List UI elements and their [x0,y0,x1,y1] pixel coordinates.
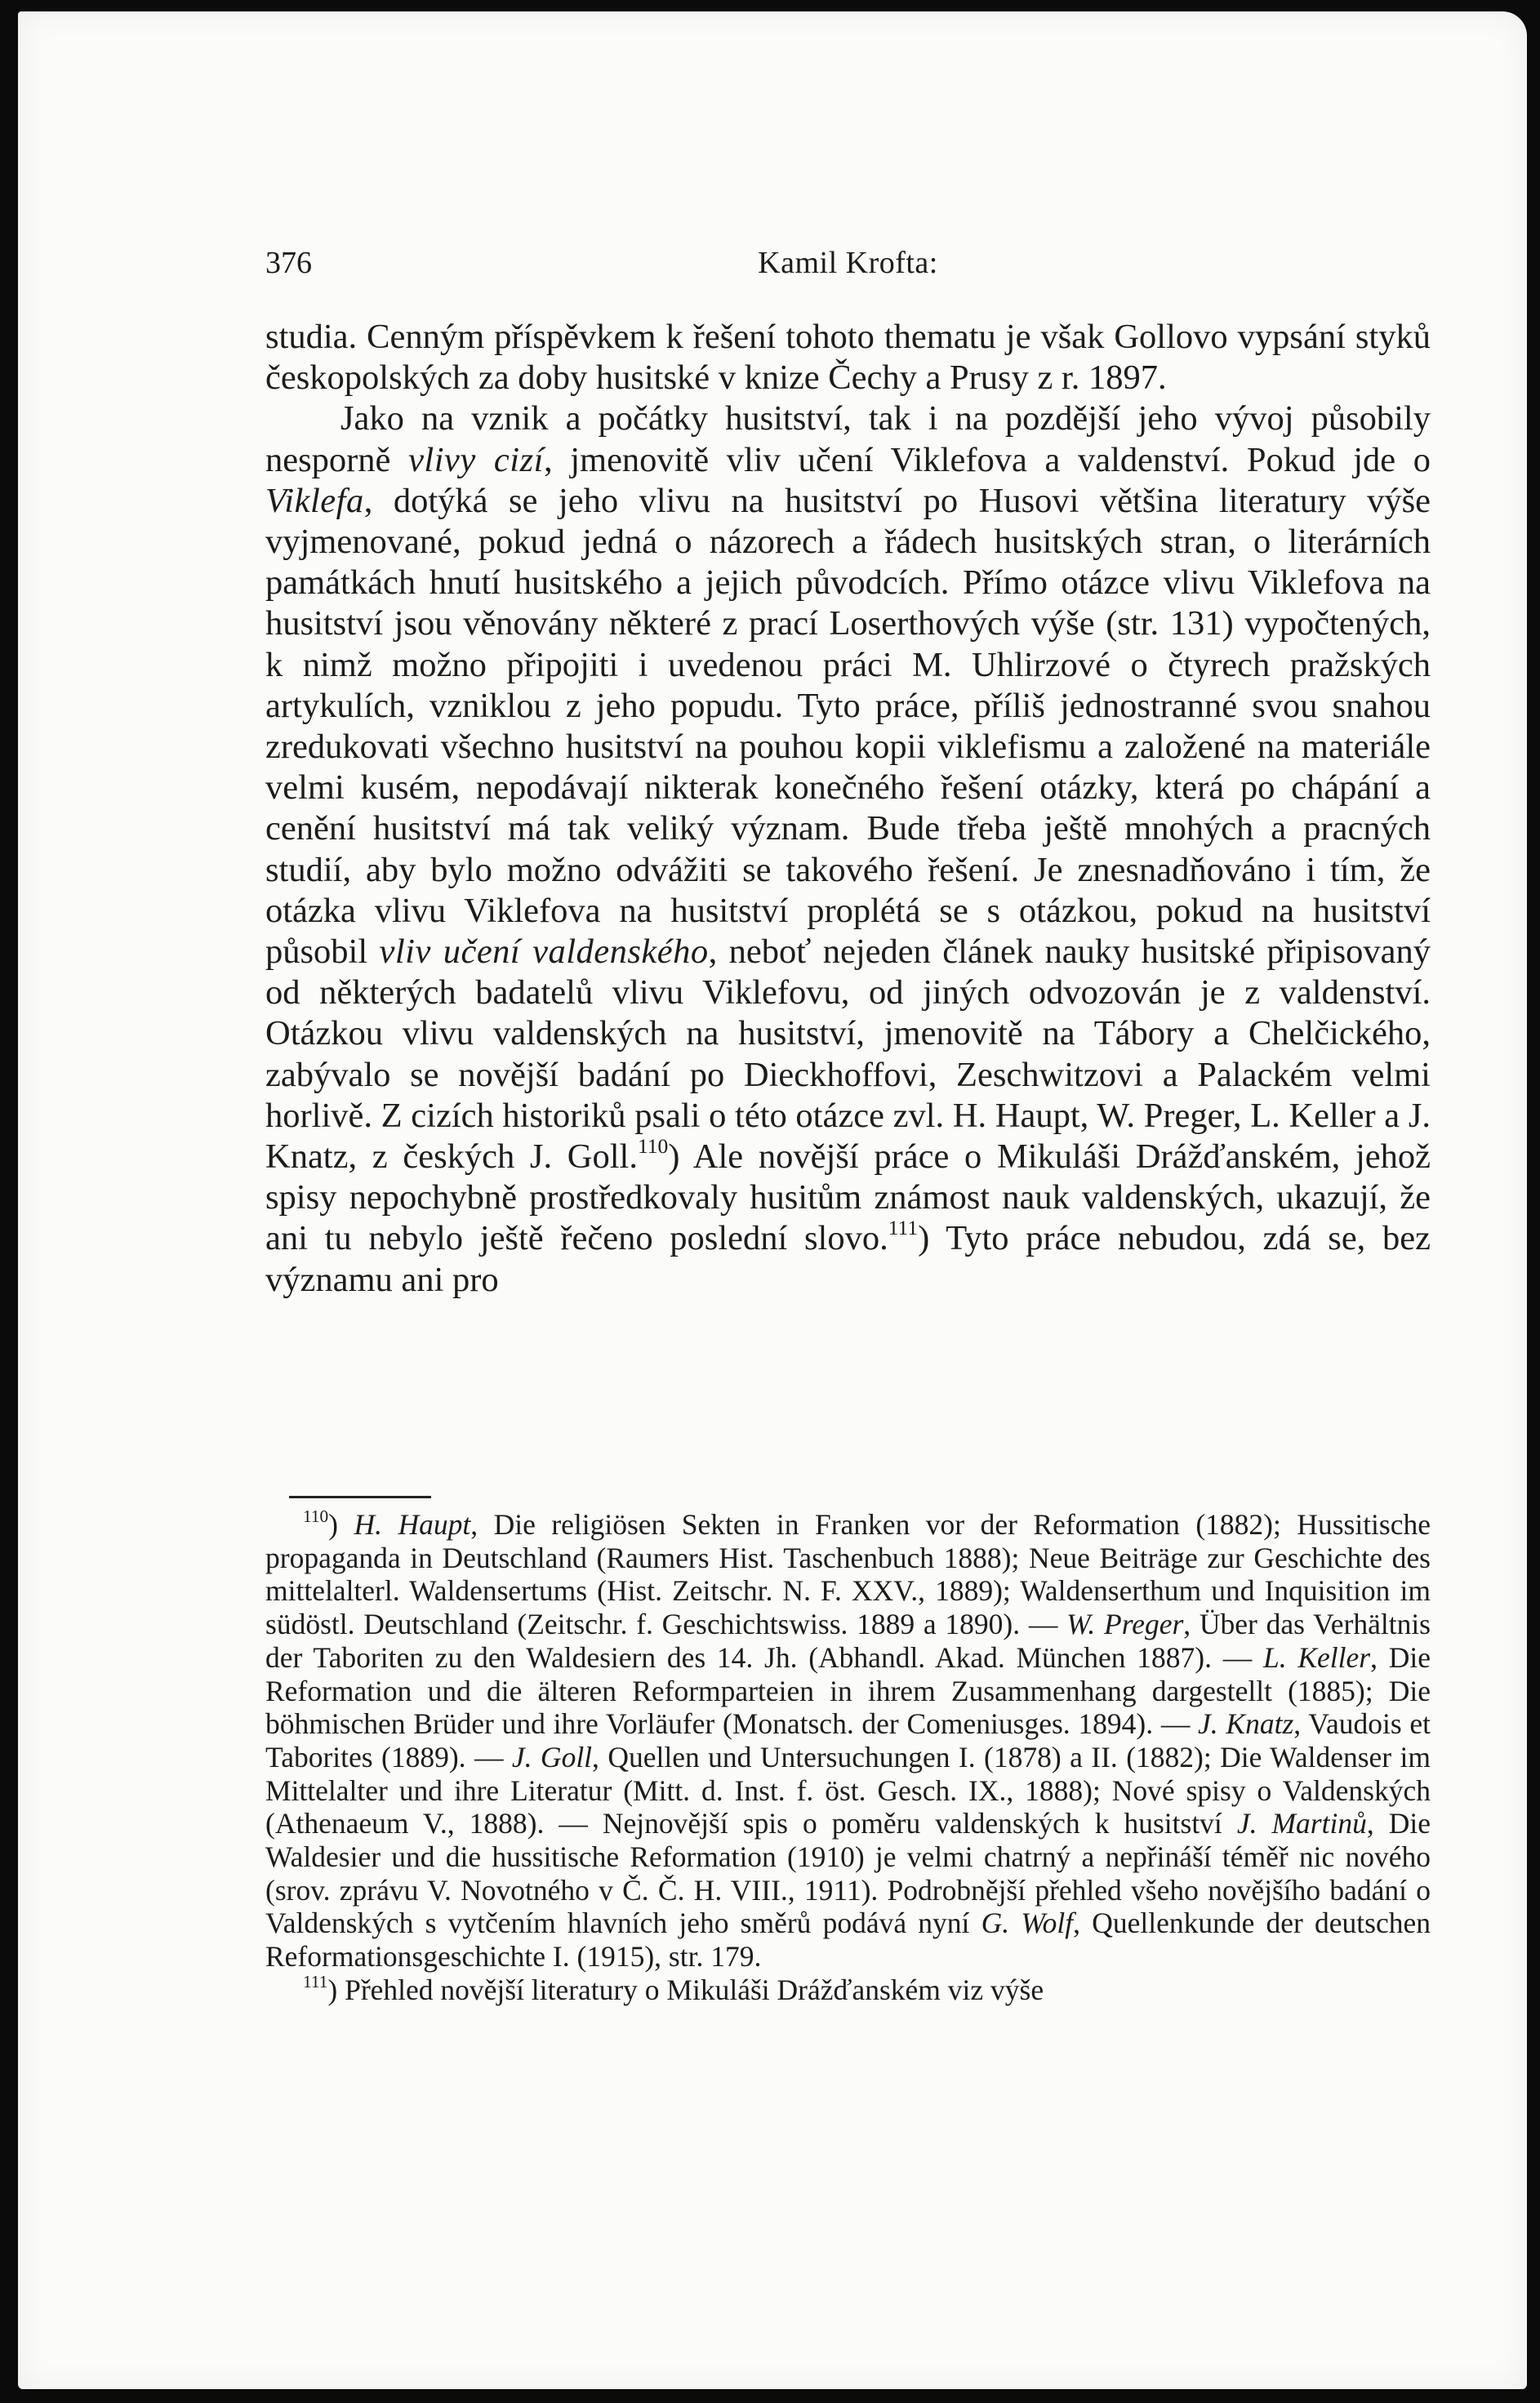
emphasis: Viklefa [265,481,364,520]
emphasis: vlivy cizí [408,440,544,479]
footnote-mark: 110 [303,1506,329,1527]
footnotes [265,1508,1431,2007]
footnote-reference: 111 [888,1216,919,1240]
footnote-reference: 110 [637,1134,669,1159]
author-name: W. Preger [1066,1608,1184,1641]
author-name: G. Wolf [981,1907,1074,1940]
author-name: H. Haupt [354,1508,471,1541]
author-name: J. Knatz [1198,1707,1294,1741]
footnote-mark: 111 [303,1971,328,1991]
running-head: Kamil Krofta: [758,246,938,280]
paragraph-text: studia. Cenným příspěvkem k řešení tohoto thematu je však Gollovo vypsání styků českopolských za doby husitské v knize Čechy a Prusy z r. 1897. [265,318,1431,398]
author-name: L. Keller [1263,1640,1371,1674]
emphasis: vliv učení valdenského [379,932,709,972]
main-text [265,317,1431,1301]
page [18,11,1527,2389]
page-number: 376 [265,246,312,280]
author-name: J. Goll [511,1740,593,1773]
footnote-111: $^{111}$) Přehled novější literatury o Mikuláši Drážďanském viz výše [303,1971,1044,2006]
paragraph: Jako na vznik a počátky husitství, tak i na pozdější jeho vývoj působily nesporně vlivy cizí, jmenovitě vliv učení Viklefova a valdenství. Pokud jde o Viklefa, dotýká se jeho vlivu na husitství po Husovi většina literatury výše vyjmenované, pokud jedná o názorech a řádech husitských stran, o literárních památkách hnutí husitského a jejich původcích. Přímo otázce vlivu Viklefova na husitství jsou věnovány některé z prací Loserthových výše (str. 131) vypočtených, k nimž možno připojiti i uvedenou práci M. Uhlirzové o čtyrech pražských artykulích, vzniklou z jeho popudu. Tyto práce, příliš jednostranné svou snahou zredukovati všechno husitství na pouhou kopii viklefismu a založené na materiále velmi kusém, nepodávají nikterak konečného řešení otázky, která po chápání a cenění husitství má tak veliký význam. Bude třeba ještě mnohých a pracných studií, aby bylo možno odvážiti se takového řešení. Je znesnadňováno i tím, že otázka vlivu Viklefova na husitství proplétá se s otázkou, pokud na husitství působil vliv učení valdenského, neboť nejeden článek nauky husitské připisovaný od některých badatelů vlivu Viklefovu, od jiných odvozován je z valdenství. Otázkou vlivu valdenských na husitství, jmenovitě na Tábory a Chelčického, zabývalo se novější badání po Dieckhoffovi, Zeschwitzovi a Palackém velmi horlivě. Z cizích historiků psali o této otázce zvl. H. Haupt, W. Preger, L. Keller a J. Knatz, z českých J. Goll.$^{110}$) Ale novější práce o Mikuláši Drážďanském, jehož spisy nepochybně prostředkovaly husitům známost nauk valdenských, ukazují, že ani tu nebylo ještě řečeno poslední slovo.$^{111}$) Tyto práce nebudou, zdá se, bez významu ani pro [265,399,1431,1299]
footnote-110: $^{110}$) H. Haupt, Die religiösen Sekten in Franken vor der Reformation (1882); Hussitische propaganda in Deutschland (Raumers Hist. Taschenbuch 1888); Neue Beiträge zur Geschichte des mittelalterl. Waldensertums (Hist. Zeitschr. N. F. XXV., 1889); Waldenserthum und Inquisition im südöstl. Deutschland (Zeitschr. f. Geschichtswiss. 1889 a 1890). — W. Preger, Über das Verhältnis der Taboriten zu den Waldesiern des 14. Jh. (Abhandl. Akad. München 1887). — L. Keller, Die Reformation und die älteren Reformparteien in ihrem Zusammenhang dargestellt (1885); Die böhmischen Brüder und ihre Vorläufer (Monatsch. der Comeniusges. 1894). — J. Knatz, Vaudois et Taborites (1889). — J. Goll, Quellen und Untersuchungen I. (1878) a II. (1882); Die Waldenser im Mittelalter und ihre Literatur (Mitt. d. Inst. f. öst. Gesch. IX., 1888); Nové spisy o Valdenských (Athenaeum V., 1888). — Nejnovější spis o poměru valdenských k husitství J. Martinů, Die Waldesier und die hussitische Reformation (1910) je velmi chatrný a nepřináší téměř nic nového (srov. zprávu V. Novotného v Č. Č. H. VIII., 1911). Podrobnější přehled všeho novějšího badání o Valdenských s vytčením hlavních jeho směrů podává nyní G. Wolf, Quellenkunde der deutschen Reformationsgeschichte I. (1915), str. 179. [265,1506,1431,1974]
page-header [265,245,1431,286]
author-name: J. Martinů [1236,1807,1367,1840]
paragraph [265,317,1431,398]
footnote-rule [289,1496,431,1498]
